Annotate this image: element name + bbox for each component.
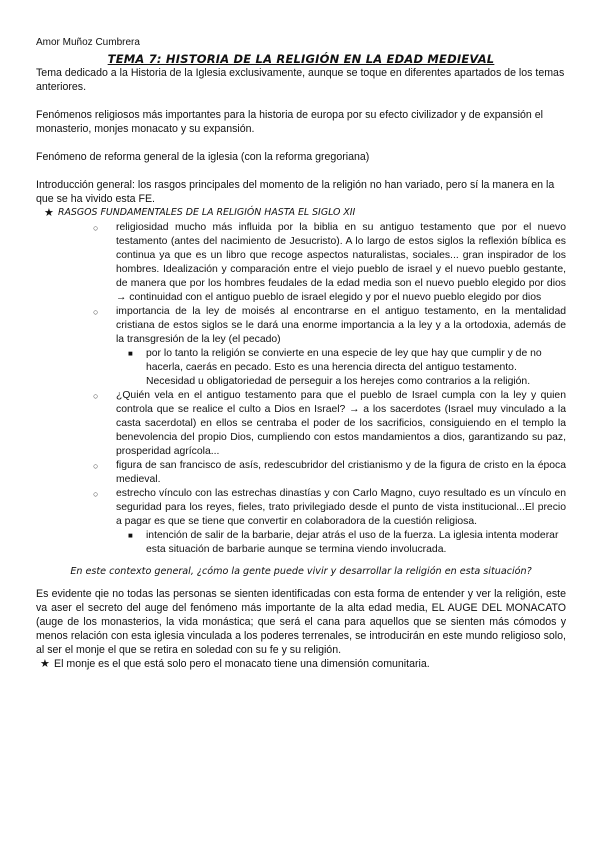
sub-list (116, 347, 566, 389)
intro-paragraph-2: Fenómenos religiosos más importantes para la historia de europa por su efecto civilizador y de expansión el monasterio, monjes monacato y su expansión. (36, 109, 544, 135)
section-heading-text: RASGOS FUNDAMENTALES DE LA RELIGIÓN HASTA EL SIGLO XII (58, 207, 356, 218)
section-question: En este contexto general, ¿cómo la gente puede vivir y desarrollar la religión en esta situación? (70, 566, 532, 577)
sub-list (116, 529, 566, 557)
final-star-text: El monje es el que está solo pero el monacato tiene una dimensión comunitaria. (54, 658, 430, 670)
sub-list-item: ■ intención de salir de la barbarie, dejar atrás el uso de la fuerza. La iglesia intenta moderar esta situación de barbarie aunque se termina viendo involucrada. (146, 529, 566, 557)
list-item: ○ importancia de la ley de moisés al encontrarse en el antiguo testamento, en la mentalidad cristiana de estos siglos se le dará una enorme importancia a la ley y a la ortodoxia, además de la transgresión de la ley (el pecado) ■ por lo tanto la religión se convierte en una especie de ley que hay que cumplir y de no hacerla, caerás en pecado. Esto es una herencia directa del antiguo testamento. Necesidad u obligatoriedad de perseguir a los herejes como contrarios a la religión. (116, 305, 566, 389)
list-item: ○ figura de san francisco de asís, redescubridor del cristianismo y de la figura de cristo en la época medieval. (116, 459, 566, 487)
list-item: ○ ¿Quién vela en el antiguo testamento para que el pueblo de Israel cumpla con la ley y quien controla que se realice el culto a Dios en Israel? → a los sacerdotes (Israel muy vinculado a la casta sacerdotal) en ellos se centraba el poder de los sacrificios, consiguiendo en el templo la benevolencia del propio Dios, cumpliendo con estos mandamientos a dios, garantizando su paz, prosperidad agrícola... (116, 389, 566, 459)
author-name: Amor Muñoz Cumbrera (36, 37, 140, 48)
conclusion-paragraph: Es evidente qie no todas las personas se sienten identificadas con esta forma de entender y ver la religión, este va aser el secreto del auge del fenómeno más importante de la alta edad media, EL AUGE DEL MONACATO (auge de los monasterios, la vida monástica; que será el cana para aquellos que se sienten más cómodos y menos relación con esta iglesia vinculada a los poderes terrenales, se introducirán en este mundo religioso solo, al ser el monje el que se retira en soledad con su fe y su religión. (36, 588, 566, 656)
intro-paragraph-4: Introducción general: los rasgos principales del momento de la religión no han variado, pero sí la manera en la que se ha vivido esta FE. (36, 179, 555, 205)
intro-paragraph-1: Tema dedicado a la Historia de la Iglesia exclusivamente, aunque se toque en diferentes apartados de los temas anteriores. (36, 67, 565, 93)
intro-paragraph-3: Fenómeno de reforma general de la iglesia (con la reforma gregoriana) (36, 151, 370, 163)
list-item: ○ religiosidad mucho más influida por la biblia en su antiguo testamento que por el nuevo testamento (antes del nacimiento de Jesucristo). A lo largo de estos siglos la reflexión bíblica es continua ya que es un libro que recoge aspectos naturalistas, sociales... gran inspirador de los hombres. Idealización y comparación entre el viejo pueblo de israel y el nuevo pueblo gestante, de manera que por los hombres feudales de la edad media son el nuevo pueblo elegido por dios → continuidad con el antiguo pueblo de israel elegido y por el nuevo pueblo elegido por dios (116, 221, 566, 305)
final-star-item (40, 657, 566, 671)
document-page (36, 36, 566, 671)
star-bullet-icon: ★ (44, 206, 54, 219)
section-heading (44, 206, 566, 220)
document-title: TEMA 7: HISTORIA DE LA RELIGIÓN EN LA EDAD MEDIEVAL (107, 52, 495, 66)
features-list (36, 221, 566, 557)
sub-list-item: ■ por lo tanto la religión se convierte en una especie de ley que hay que cumplir y de no hacerla, caerás en pecado. Esto es una herencia directa del antiguo testamento. Necesidad u obligatoriedad de perseguir a los herejes como contrarios a la religión. (146, 347, 566, 389)
star-bullet-icon: ★ (40, 658, 50, 670)
list-item: ○ estrecho vínculo con las estrechas dinastías y con Carlo Magno, cuyo resultado es un vínculo en seguridad para los reyes, fieles, trato privilegiado desde el punto de vista institucional...El precio a pagar es que se tiene que convertir en colaboradora de la cuestión religiosa. ■ intención de salir de la barbarie, dejar atrás el uso de la fuerza. La iglesia intenta moderar esta situación de barbarie aunque se termina viendo involucrada. (116, 487, 566, 557)
